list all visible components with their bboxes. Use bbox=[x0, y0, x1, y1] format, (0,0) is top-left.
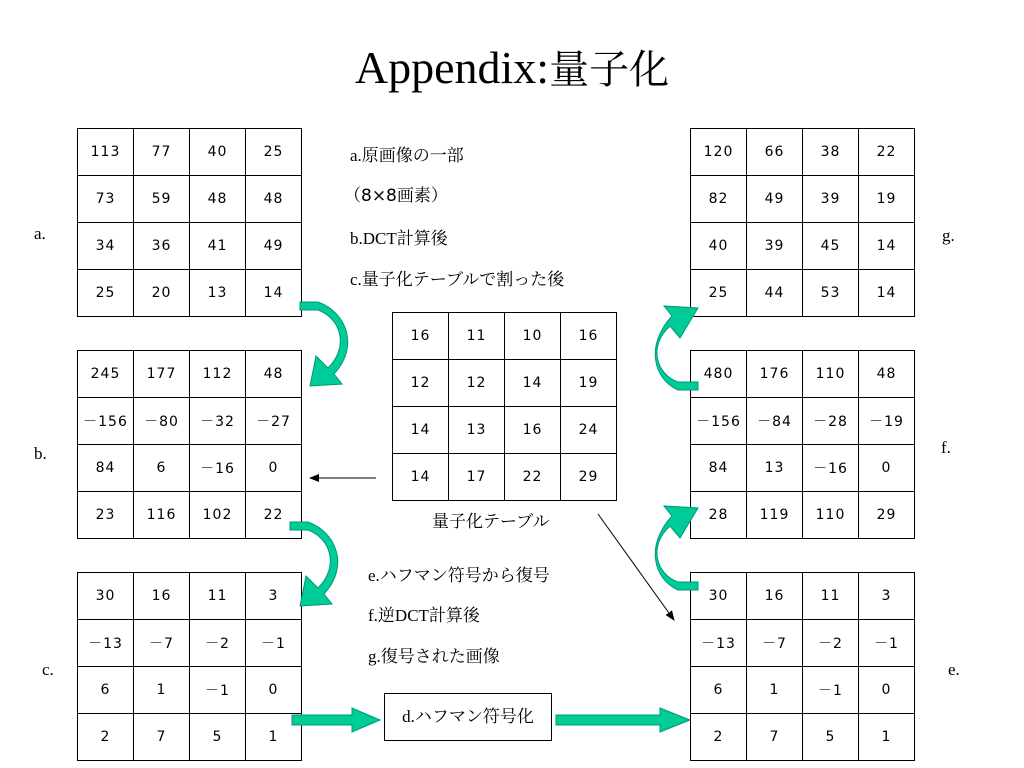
note-c-prefix: c. bbox=[350, 270, 362, 289]
table-cell: －84 bbox=[747, 398, 803, 445]
table-cell: 30 bbox=[78, 573, 134, 620]
table-cell: 16 bbox=[747, 573, 803, 620]
label-c: c. bbox=[42, 660, 54, 679]
table-cell: －19 bbox=[859, 398, 915, 445]
table-cell: 48 bbox=[190, 176, 246, 223]
title-prefix: Appendix: bbox=[354, 42, 550, 93]
table-cell: 0 bbox=[246, 445, 302, 492]
note-g-text: 復号された画像 bbox=[380, 647, 500, 667]
table-cell: 0 bbox=[859, 445, 915, 492]
table-cell: －1 bbox=[246, 620, 302, 667]
curved-arrow-e-to-f bbox=[655, 506, 698, 590]
table-cell: －13 bbox=[691, 620, 747, 667]
table-cell: 45 bbox=[803, 223, 859, 270]
table-cell: －27 bbox=[246, 398, 302, 445]
curved-arrow-f-to-g bbox=[655, 306, 698, 390]
table-cell: 1 bbox=[246, 714, 302, 761]
note-f-prefix: f. bbox=[368, 606, 378, 625]
note-f-lat: DCT bbox=[394, 606, 429, 625]
arrow-d-to-e bbox=[556, 708, 690, 732]
table-cell: 13 bbox=[190, 270, 246, 317]
table-cell: 12 bbox=[393, 360, 449, 407]
table-cell: 2 bbox=[78, 714, 134, 761]
table-cell: 11 bbox=[449, 313, 505, 360]
table-cell: 0 bbox=[246, 667, 302, 714]
table-cell: 16 bbox=[561, 313, 617, 360]
table-cell: 53 bbox=[803, 270, 859, 317]
table-cell: －156 bbox=[78, 398, 134, 445]
table-cell: 110 bbox=[803, 492, 859, 539]
label-b: b. bbox=[34, 444, 47, 463]
table-cell: 3 bbox=[859, 573, 915, 620]
table-cell: 40 bbox=[691, 223, 747, 270]
note-b-text: 計算後 bbox=[396, 229, 448, 249]
table-cell: 16 bbox=[134, 573, 190, 620]
d-box-text: ハフマン符号化 bbox=[414, 707, 534, 727]
note-a-text: 原画像の一部 bbox=[361, 146, 464, 166]
table-cell: 1 bbox=[134, 667, 190, 714]
table-cell: －156 bbox=[691, 398, 747, 445]
table-cell: －2 bbox=[190, 620, 246, 667]
table-cell: 7 bbox=[747, 714, 803, 761]
curved-arrow-a-to-b bbox=[300, 302, 348, 386]
table-cell: 112 bbox=[190, 351, 246, 398]
table-cell: －1 bbox=[803, 667, 859, 714]
table-cell: 48 bbox=[246, 351, 302, 398]
table-cell: 14 bbox=[505, 360, 561, 407]
table-cell: 40 bbox=[190, 129, 246, 176]
table-cell: －13 bbox=[78, 620, 134, 667]
label-f: f. bbox=[941, 438, 951, 457]
table-cell: －16 bbox=[803, 445, 859, 492]
note-f-mid: 逆 bbox=[377, 606, 395, 626]
table-cell: 1 bbox=[859, 714, 915, 761]
title-jp: 量子化 bbox=[549, 47, 670, 93]
table-cell: 5 bbox=[803, 714, 859, 761]
table-cell: －16 bbox=[190, 445, 246, 492]
table-cell: 29 bbox=[859, 492, 915, 539]
table-cell: 84 bbox=[691, 445, 747, 492]
table-cell: 13 bbox=[449, 407, 505, 454]
table-cell: 29 bbox=[561, 454, 617, 501]
note-e-prefix: e. bbox=[368, 566, 380, 585]
table-cell: 39 bbox=[803, 176, 859, 223]
table-cell: －7 bbox=[134, 620, 190, 667]
table-cell: 22 bbox=[859, 129, 915, 176]
table-cell: 19 bbox=[859, 176, 915, 223]
table-cell: －7 bbox=[747, 620, 803, 667]
table-cell: －1 bbox=[190, 667, 246, 714]
table-cell: 14 bbox=[393, 407, 449, 454]
table-cell: 113 bbox=[78, 129, 134, 176]
table-cell: 22 bbox=[246, 492, 302, 539]
table-cell: 39 bbox=[747, 223, 803, 270]
label-g: g. bbox=[942, 226, 955, 245]
table-cell: 6 bbox=[78, 667, 134, 714]
table-cell: 22 bbox=[505, 454, 561, 501]
note-a-sub: （8×8画素） bbox=[344, 186, 448, 206]
table-cell: 120 bbox=[691, 129, 747, 176]
table-cell: 14 bbox=[246, 270, 302, 317]
table-cell: 25 bbox=[691, 270, 747, 317]
table-cell: 12 bbox=[449, 360, 505, 407]
table-cell: 48 bbox=[859, 351, 915, 398]
table-cell: 245 bbox=[78, 351, 134, 398]
table-cell: 34 bbox=[78, 223, 134, 270]
table-cell: 13 bbox=[747, 445, 803, 492]
table-cell: 66 bbox=[747, 129, 803, 176]
table-cell: 28 bbox=[691, 492, 747, 539]
table-cell: 480 bbox=[691, 351, 747, 398]
table-cell: 14 bbox=[393, 454, 449, 501]
table-cell: 49 bbox=[747, 176, 803, 223]
table-cell: 3 bbox=[246, 573, 302, 620]
table-cell: －28 bbox=[803, 398, 859, 445]
table-cell: 1 bbox=[747, 667, 803, 714]
table-cell: 23 bbox=[78, 492, 134, 539]
table-cell: 5 bbox=[190, 714, 246, 761]
table-cell: －32 bbox=[190, 398, 246, 445]
table-cell: 49 bbox=[246, 223, 302, 270]
note-g-prefix: g. bbox=[368, 647, 381, 666]
table-cell: 38 bbox=[803, 129, 859, 176]
quant-table-label: 量子化テーブル bbox=[432, 512, 550, 532]
table-cell: 82 bbox=[691, 176, 747, 223]
table-cell: 84 bbox=[78, 445, 134, 492]
table-cell: 119 bbox=[747, 492, 803, 539]
table-cell: 11 bbox=[190, 573, 246, 620]
table-cell: 36 bbox=[134, 223, 190, 270]
note-c-text: 量子化テーブルで割った後 bbox=[361, 270, 565, 290]
table-cell: 110 bbox=[803, 351, 859, 398]
table-cell: 177 bbox=[134, 351, 190, 398]
table-cell: 11 bbox=[803, 573, 859, 620]
table-cell: 14 bbox=[859, 223, 915, 270]
table-cell: 2 bbox=[691, 714, 747, 761]
table-cell: 6 bbox=[691, 667, 747, 714]
table-cell: 20 bbox=[134, 270, 190, 317]
note-a-prefix: a. bbox=[350, 146, 362, 165]
table-cell: 41 bbox=[190, 223, 246, 270]
table-cell: 16 bbox=[505, 407, 561, 454]
table-cell: 73 bbox=[78, 176, 134, 223]
table-cell: 16 bbox=[393, 313, 449, 360]
table-cell: 176 bbox=[747, 351, 803, 398]
table-cell: 19 bbox=[561, 360, 617, 407]
table-cell: －1 bbox=[859, 620, 915, 667]
table-cell: 25 bbox=[246, 129, 302, 176]
table-cell: 59 bbox=[134, 176, 190, 223]
table-cell: 17 bbox=[449, 454, 505, 501]
d-box-prefix: d. bbox=[402, 707, 415, 726]
table-cell: －80 bbox=[134, 398, 190, 445]
table-cell: 6 bbox=[134, 445, 190, 492]
table-cell: 30 bbox=[691, 573, 747, 620]
note-f-text: 計算後 bbox=[428, 606, 480, 626]
table-cell: 48 bbox=[246, 176, 302, 223]
label-e: e. bbox=[948, 660, 960, 679]
arrow-c-to-d bbox=[292, 708, 380, 732]
table-cell: 14 bbox=[859, 270, 915, 317]
note-b-prefix: b.DCT bbox=[350, 229, 397, 248]
table-cell: 25 bbox=[78, 270, 134, 317]
table-cell: －2 bbox=[803, 620, 859, 667]
table-cell: 10 bbox=[505, 313, 561, 360]
table-cell: 7 bbox=[134, 714, 190, 761]
table-cell: 24 bbox=[561, 407, 617, 454]
label-a: a. bbox=[34, 224, 46, 243]
table-cell: 102 bbox=[190, 492, 246, 539]
table-cell: 116 bbox=[134, 492, 190, 539]
table-cell: 44 bbox=[747, 270, 803, 317]
table-cell: 0 bbox=[859, 667, 915, 714]
curved-arrow-b-to-c bbox=[290, 522, 338, 606]
table-cell: 77 bbox=[134, 129, 190, 176]
note-e-text: ハフマン符号から復号 bbox=[379, 566, 550, 586]
